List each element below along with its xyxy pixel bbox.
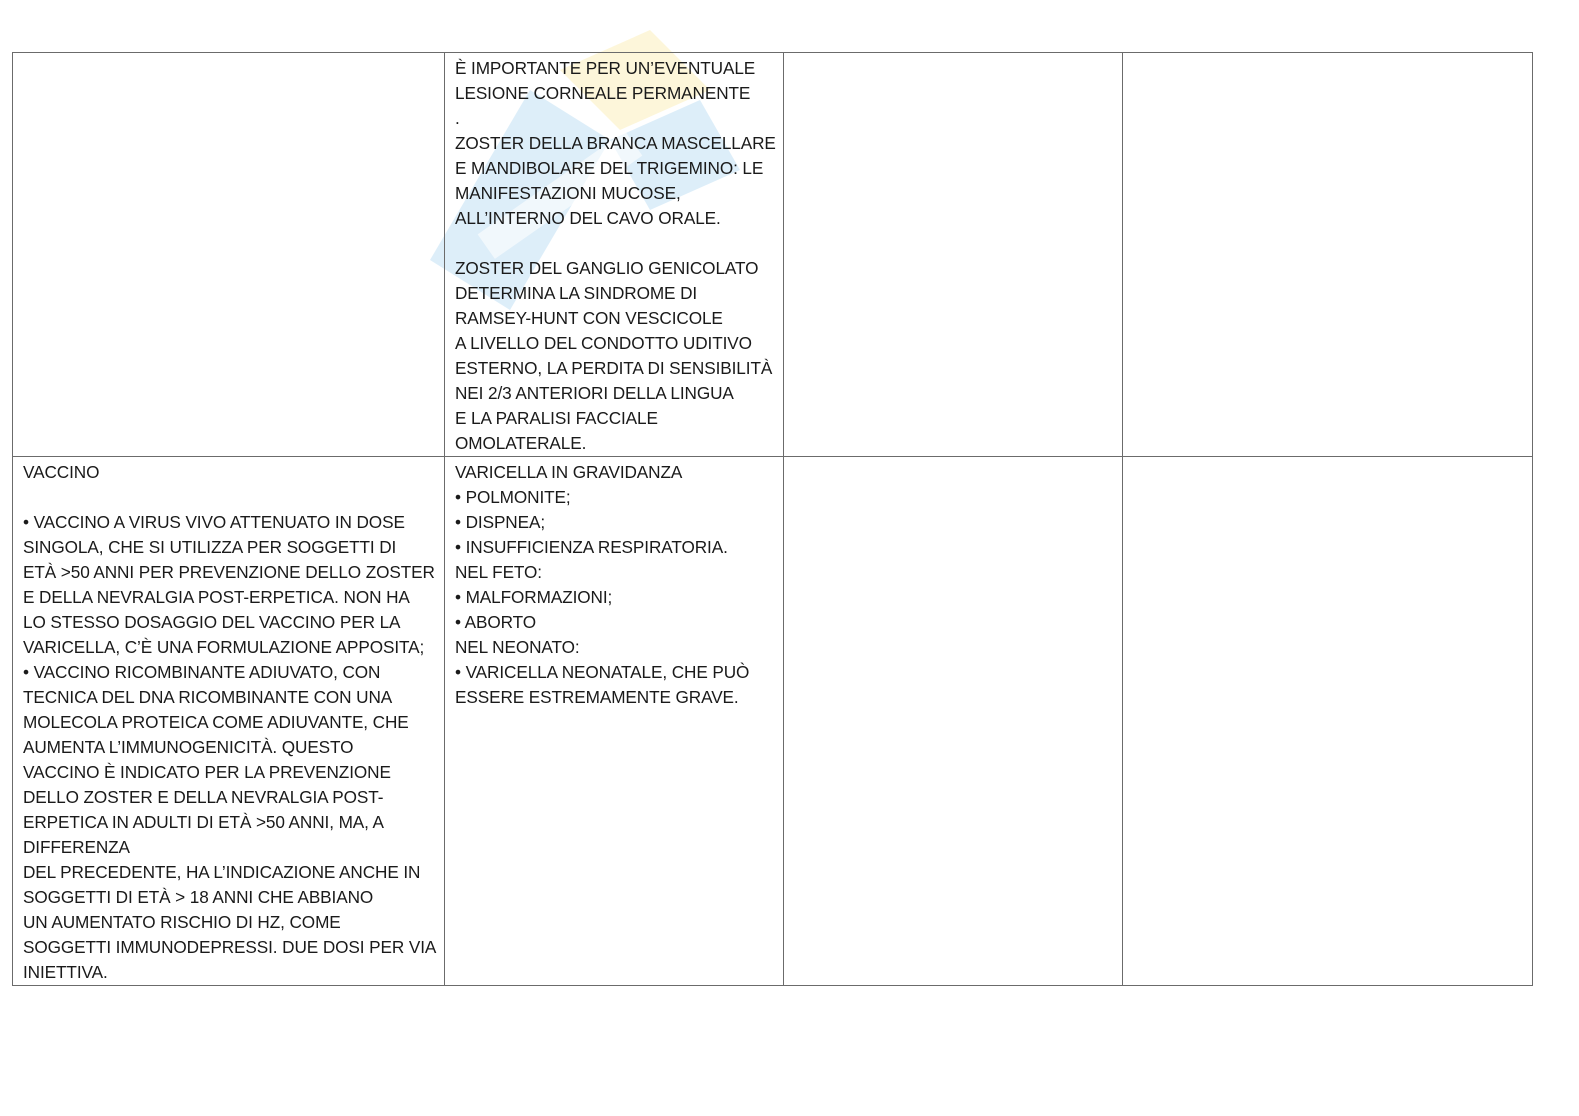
text-line: AUMENTA L’IMMUNOGENICITÀ. QUESTO: [23, 737, 354, 757]
text-line: VARICELLA, C’È UNA FORMULAZIONE APPOSITA;: [23, 637, 425, 657]
text-line: • VACCINO RICOMBINANTE ADIUVATO, CON: [23, 662, 381, 682]
text-line: ESSERE ESTREMAMENTE GRAVE.: [455, 687, 739, 707]
table-row: [13, 457, 1533, 986]
table-cell: [1123, 457, 1533, 986]
text-line: • ABORTO: [455, 612, 536, 632]
text-line: SINGOLA, CHE SI UTILIZZA PER SOGGETTI DI: [23, 537, 397, 557]
text-line: ERPETICA IN ADULTI DI ETÀ >50 ANNI, MA, A: [23, 812, 384, 832]
text-line: ESTERNO, LA PERDITA DI SENSIBILITÀ: [455, 358, 773, 378]
text-line: VACCINO: [23, 462, 100, 482]
text-line: E LA PARALISI FACCIALE: [455, 408, 658, 428]
table-row: [13, 53, 1533, 457]
text-line: NEI 2/3 ANTERIORI DELLA LINGUA: [455, 383, 734, 403]
text-line: MOLECOLA PROTEICA COME ADIUVANTE, CHE: [23, 712, 409, 732]
text-line: DIFFERENZA: [23, 837, 130, 857]
text-line: A LIVELLO DEL CONDOTTO UDITIVO: [455, 333, 752, 353]
text-line: MANIFESTAZIONI MUCOSE,: [455, 183, 681, 203]
text-line: • POLMONITE;: [455, 487, 571, 507]
cell-text: [455, 56, 775, 456]
text-line: DELLO ZOSTER E DELLA NEVRALGIA POST-: [23, 787, 384, 807]
text-line: • VARICELLA NEONATALE, CHE PUÒ: [455, 662, 750, 682]
text-line: DEL PRECEDENTE, HA L’INDICAZIONE ANCHE IN: [23, 862, 421, 882]
text-line: • VACCINO A VIRUS VIVO ATTENUATO IN DOSE: [23, 512, 405, 532]
text-line: È IMPORTANTE PER UN’EVENTUALE: [455, 58, 756, 78]
text-line: INIETTIVA.: [23, 962, 108, 982]
text-line: • MALFORMAZIONI;: [455, 587, 613, 607]
text-line: ALL’INTERNO DEL CAVO ORALE.: [455, 208, 721, 228]
text-line: SOGGETTI DI ETÀ > 18 ANNI CHE ABBIANO: [23, 887, 374, 907]
table-cell: [445, 457, 784, 986]
text-line: VARICELLA IN GRAVIDANZA: [455, 462, 683, 482]
text-line: E DELLA NEVRALGIA POST-ERPETICA. NON HA: [23, 587, 410, 607]
table-cell: [784, 457, 1123, 986]
text-line: • DISPNEA;: [455, 512, 546, 532]
text-line: OMOLATERALE.: [455, 433, 587, 453]
text-line: UN AUMENTATO RISCHIO DI HZ, COME: [23, 912, 341, 932]
table-cell: [445, 53, 784, 457]
text-line: SOGGETTI IMMUNODEPRESSI. DUE DOSI PER VIA: [23, 937, 437, 957]
content-table: [12, 52, 1533, 986]
text-line: ZOSTER DEL GANGLIO GENICOLATO: [455, 258, 759, 278]
text-line: [23, 485, 436, 510]
table-cell: [13, 53, 445, 457]
text-line: DETERMINA LA SINDROME DI: [455, 283, 698, 303]
text-line: NEL FETO:: [455, 562, 542, 582]
text-line: • INSUFFICIENZA RESPIRATORIA.: [455, 537, 728, 557]
text-line: ZOSTER DELLA BRANCA MASCELLARE: [455, 133, 776, 153]
text-line: .: [455, 108, 460, 128]
table-cell: [784, 53, 1123, 457]
table-cell: [13, 457, 445, 986]
text-line: TECNICA DEL DNA RICOMBINANTE CON UNA: [23, 687, 393, 707]
text-line: VACCINO È INDICATO PER LA PREVENZIONE: [23, 762, 391, 782]
text-line: LO STESSO DOSAGGIO DEL VACCINO PER LA: [23, 612, 401, 632]
text-line: E MANDIBOLARE DEL TRIGEMINO: LE: [455, 158, 764, 178]
text-line: NEL NEONATO:: [455, 637, 580, 657]
text-line: RAMSEY-HUNT CON VESCICOLE: [455, 308, 723, 328]
text-line: LESIONE CORNEALE PERMANENTE: [455, 83, 751, 103]
text-line: [455, 231, 775, 256]
cell-text: [23, 460, 436, 985]
cell-text: [455, 460, 775, 710]
text-line: ETÀ >50 ANNI PER PREVENZIONE DELLO ZOSTER: [23, 562, 435, 582]
table-cell: [1123, 53, 1533, 457]
